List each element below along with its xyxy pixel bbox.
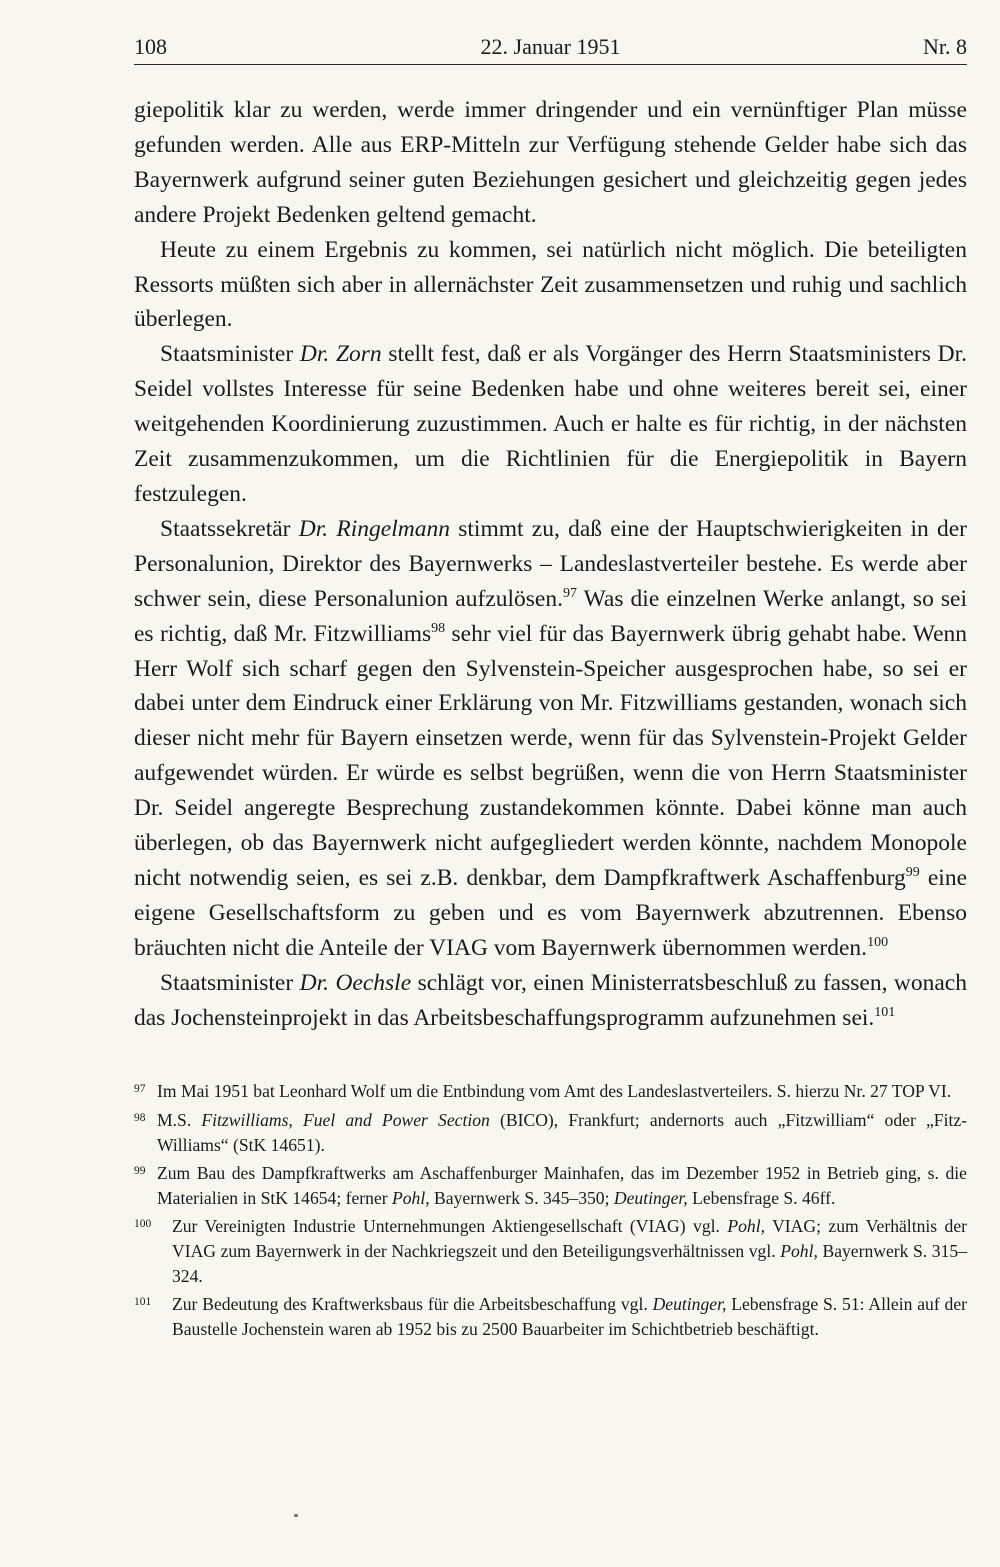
text-run: stellt fest, daß er als Vorgänger des Herrn Staatsministers Dr. Seidel vollstes Interesse für seine Bedenken habe und ohne weiteres bereit sei, einer weitgehenden Koordinierung zuzustimmen. Auch er halte es für richtig, in der nächsten Zeit zusammenzukommen, um die Richtlinien für die Energiepolitik in Bayern festzulegen. — [134, 341, 967, 507]
paragraph — [134, 512, 967, 966]
paper-speck — [294, 1514, 298, 1517]
footnote-text — [172, 1216, 967, 1285]
page-number: 108 — [134, 34, 167, 59]
text-run: Im Mai 1951 bat Leonhard Wolf um die Entbindung vom Amt des Landeslastverteilers. S. hierzu Nr. 27 TOP VI. — [157, 1081, 952, 1102]
paragraph — [134, 966, 967, 1036]
footnote-reference: 98 — [431, 620, 446, 636]
main-text — [134, 93, 967, 1035]
text-run: VIAG; zum Verhältnis der VIAG zum Bayernwerk in der Nachkriegszeit und den Beteiligungsverhältnissen vgl. — [172, 1216, 968, 1262]
italic-name: Pohl, — [780, 1241, 818, 1262]
footnote — [134, 1108, 967, 1157]
footnote-reference: 100 — [867, 934, 889, 950]
footnote-text — [172, 1294, 967, 1339]
footnote-number: 101 — [134, 1296, 152, 1309]
footnote — [134, 1161, 967, 1210]
footnote-reference: 99 — [905, 864, 920, 880]
italic-name: Pohl, — [392, 1187, 430, 1208]
text-run: Staatssekretär — [160, 515, 299, 542]
italic-name: Dr. Zorn — [299, 341, 382, 368]
footnote — [134, 1292, 967, 1341]
footnote-number: 98 — [134, 1112, 146, 1125]
text-run: giepolitik klar zu werden, werde immer dringender und ein vernünftiger Plan müsse gefunden werden. Alle aus ERP-Mitteln zur Verfügung stehende Gelder habe sich das Bayernwerk aufgrund seiner guten Beziehungen gesichert und gleichzeitig gegen jedes andere Projekt Bedenken geltend gemacht. — [134, 97, 967, 228]
text-run: Heute zu einem Ergebnis zu kommen, sei natürlich nicht möglich. Die beteiligten Ressorts müßten sich aber in allernächster Zeit zusammensetzen und ruhig und sachlich überlegen. — [134, 236, 967, 333]
text-run: Lebensfrage S. 51: Allein auf der Baustelle Jochenstein waren ab 1952 bis zu 2500 Bauarbeiter im Schichtbetrieb beschäftigt. — [172, 1294, 967, 1339]
footnote-reference: 101 — [874, 1004, 896, 1020]
italic-name: Deutinger, — [652, 1294, 727, 1315]
text-run: eine eigene Gesellschaftsform zu geben und es vom Bayernwerk abzutrennen. Ebenso bräuchten nicht die Anteile der VIAG vom Bayernwerk übernommen werden. — [134, 864, 968, 961]
text-run: Bayernwerk S. 315–324. — [172, 1241, 967, 1286]
text-run: Was die einzelnen Werke anlangt, so sei es richtig, daß Mr. Fitzwilliams — [134, 585, 967, 647]
footnote-text — [157, 1081, 951, 1101]
text-run: Zum Bau des Dampfkraftwerks am Aschaffenburger Mainhafen, das im Dezember 1952 in Betrieb ging, s. die Materialien in StK 14654; ferner — [157, 1163, 967, 1208]
text-run: Zur Bedeutung des Kraftwerksbaus für die Arbeitsbeschaffung vgl. — [172, 1294, 653, 1315]
header-date: 22. Januar 1951 — [480, 34, 621, 59]
italic-name: Dr. Oechsle — [299, 969, 412, 996]
text-run: stimmt zu, daß eine der Hauptschwierigkeiten in der Personalunion, Direktor des Bayernwerks – Landeslastverteiler bestehe. Es werde aber schwer sein, diese Personalunion aufzulösen. — [134, 515, 967, 612]
footnote-number: 97 — [134, 1083, 146, 1096]
running-header — [134, 30, 967, 65]
text-run: schlägt vor, einen Ministerratsbeschluß zu fassen, wonach das Jochensteinprojekt in das Arbeitsbeschaffungsprogramm aufzunehmen sei. — [134, 969, 967, 1031]
paragraph — [134, 93, 967, 233]
text-run: Zur Vereinigten Industrie Unternehmungen Aktiengesellschaft (VIAG) vgl. — [172, 1216, 728, 1237]
italic-name: Pohl, — [727, 1216, 765, 1237]
footnote — [134, 1079, 967, 1104]
footnote-number: 99 — [134, 1165, 146, 1178]
italic-name: Fitzwilliams, Fuel and Power Section — [201, 1110, 490, 1131]
paragraph — [134, 233, 967, 338]
text-run: Staatsminister — [160, 969, 300, 996]
paragraph — [134, 337, 967, 512]
footnote-reference: 97 — [562, 585, 577, 601]
footnote — [134, 1214, 967, 1288]
text-run: (BICO), Frankfurt; andernorts auch „Fitzwilliam“ oder „Fitz-Williams“ (StK 14651). — [157, 1110, 968, 1155]
footnote-text — [157, 1110, 967, 1155]
footnotes — [134, 1079, 967, 1341]
document-page — [134, 30, 967, 1345]
text-run: Staatsminister — [160, 341, 300, 368]
issue-number: Nr. 8 — [923, 34, 967, 59]
text-run: Lebensfrage S. 46ff. — [687, 1187, 836, 1208]
footnote-text — [157, 1163, 967, 1208]
italic-name: Dr. Ringelmann — [298, 515, 450, 542]
text-run: M.S. — [157, 1110, 202, 1131]
footnote-number: 100 — [134, 1218, 152, 1231]
italic-name: Deutinger, — [613, 1187, 688, 1208]
text-run: sehr viel für das Bayernwerk übrig gehabt habe. Wenn Herr Wolf sich scharf gegen den Sylvenstein-Speicher ausgesprochen habe, so sei er dabei unter dem Eindruck einer Erklärung von Mr. Fitzwilliams gestanden, wonach sich dieser nicht mehr für Bayern einsetzen werde, wenn für das Sylvenstein-Projekt Gelder aufgewendet würden. Er würde es selbst begrüßen, wenn die von Herrn Staatsminister Dr. Seidel angeregte Besprechung zustandekommen könnte. Dabei könne man auch überlegen, ob das Bayernwerk nicht aufgegliedert werden könnte, nachdem Monopole nicht notwendig seien, es sei z.B. denkbar, dem Dampfkraftwerk Aschaffenburg — [134, 620, 967, 891]
text-run: Bayernwerk S. 345–350; — [429, 1187, 614, 1208]
